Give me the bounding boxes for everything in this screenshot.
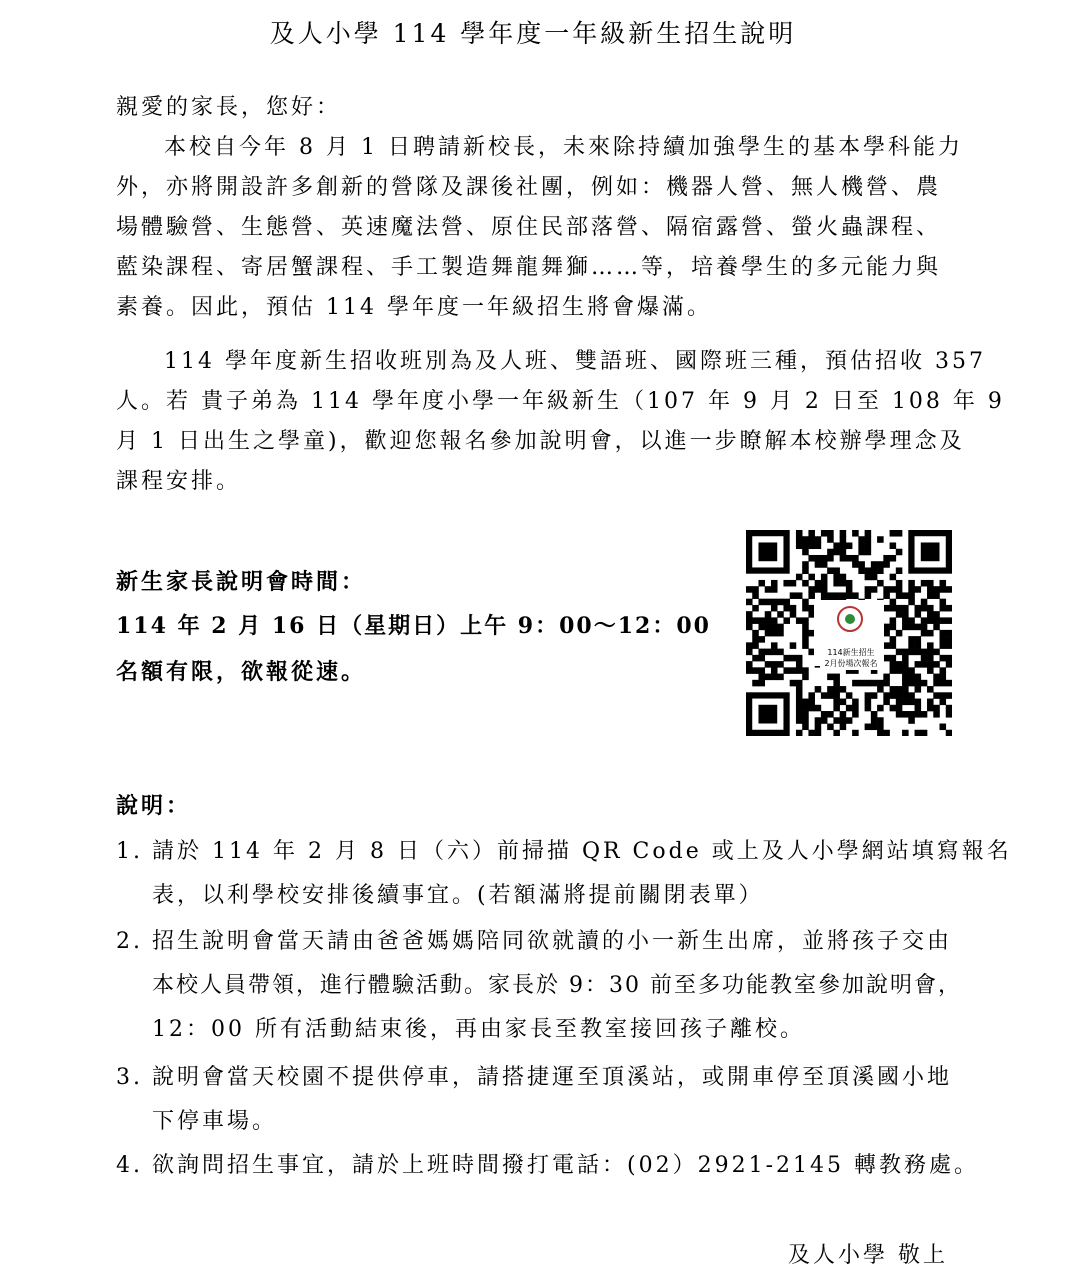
para1-line: 外，亦將開設許多創新的營隊及課後社團，例如：機器人營、無人機營、農	[116, 175, 942, 200]
meeting-datetime: 114 年 2 月 16 日（星期日）上午 9：00～12：00	[116, 613, 711, 639]
list-item-text: 招生說明會當天請由爸爸媽媽陪同欲就讀的小一新生出席，並將孩子交由	[152, 929, 953, 954]
para2-line: 課程安排。	[116, 469, 242, 494]
list-item-text: 說明會當天校園不提供停車，請搭捷運至頂溪站，或開車停至頂溪國小地	[152, 1065, 953, 1090]
para1-line: 場體驗營、生態營、英速魔法營、原住民部落營、隔宿露營、螢火蟲課程、	[116, 215, 942, 240]
list-item-number: 2.	[116, 929, 143, 954]
school-seal-icon	[837, 606, 863, 632]
qr-label-line2: 2月份場次報名	[824, 659, 878, 668]
para1-line: 本校自今年 8 月 1 日聘請新校長，未來除持續加強學生的基本學科能力	[164, 135, 963, 160]
list-item-text: 表，以利學校安排後續事宜。(若額滿將提前關閉表單）	[152, 883, 764, 908]
list-item-number: 4.	[116, 1153, 143, 1178]
signature: 及人小學 敬上	[788, 1243, 948, 1268]
para1-line: 藍染課程、寄居蟹課程、手工製造舞龍舞獅……等，培養學生的多元能力與	[116, 255, 942, 280]
greeting: 親愛的家長，您好：	[116, 95, 342, 120]
list-item-text: 12：00 所有活動結束後，再由家長至教室接回孩子離校。	[152, 1017, 805, 1042]
qr-label	[820, 646, 882, 670]
meeting-heading: 新生家長說明會時間：	[116, 569, 367, 595]
qr-label-line1: 114新生招生	[827, 648, 875, 657]
list-item-text: 本校人員帶領，進行體驗活動。家長於 9：30 前至多功能教室參加說明會，	[152, 973, 962, 998]
list-item-text: 下停車場。	[152, 1109, 278, 1134]
para1-line: 素養。因此，預估 114 學年度一年級招生將會爆滿。	[116, 295, 712, 320]
list-item-text: 欲詢問招生事宜，請於上班時間撥打電話：(02）2921-2145 轉教務處。	[152, 1153, 979, 1178]
page-title: 及人小學 114 學年度一年級新生招生說明	[269, 19, 797, 48]
list-item-number: 3.	[116, 1065, 143, 1090]
list-item-number: 1.	[116, 839, 143, 864]
para2-line: 人。若 貴子弟為 114 學年度小學一年級新生（107 年 9 月 2 日至 108 年 9	[116, 389, 1005, 414]
meeting-note: 名額有限，欲報從速。	[116, 659, 367, 685]
para2-line: 月 1 日出生之學童)，歡迎您報名參加說明會，以進一步瞭解本校辦學理念及	[116, 429, 965, 454]
notes-heading: 說明：	[116, 793, 192, 819]
qr-code-icon[interactable]	[746, 530, 952, 736]
list-item-text: 請於 114 年 2 月 8 日（六）前掃描 QR Code 或上及人小學網站填寫報名	[152, 839, 1012, 864]
para2-line: 114 學年度新生招收班別為及人班、雙語班、國際班三種，預估招收 357	[164, 349, 986, 374]
